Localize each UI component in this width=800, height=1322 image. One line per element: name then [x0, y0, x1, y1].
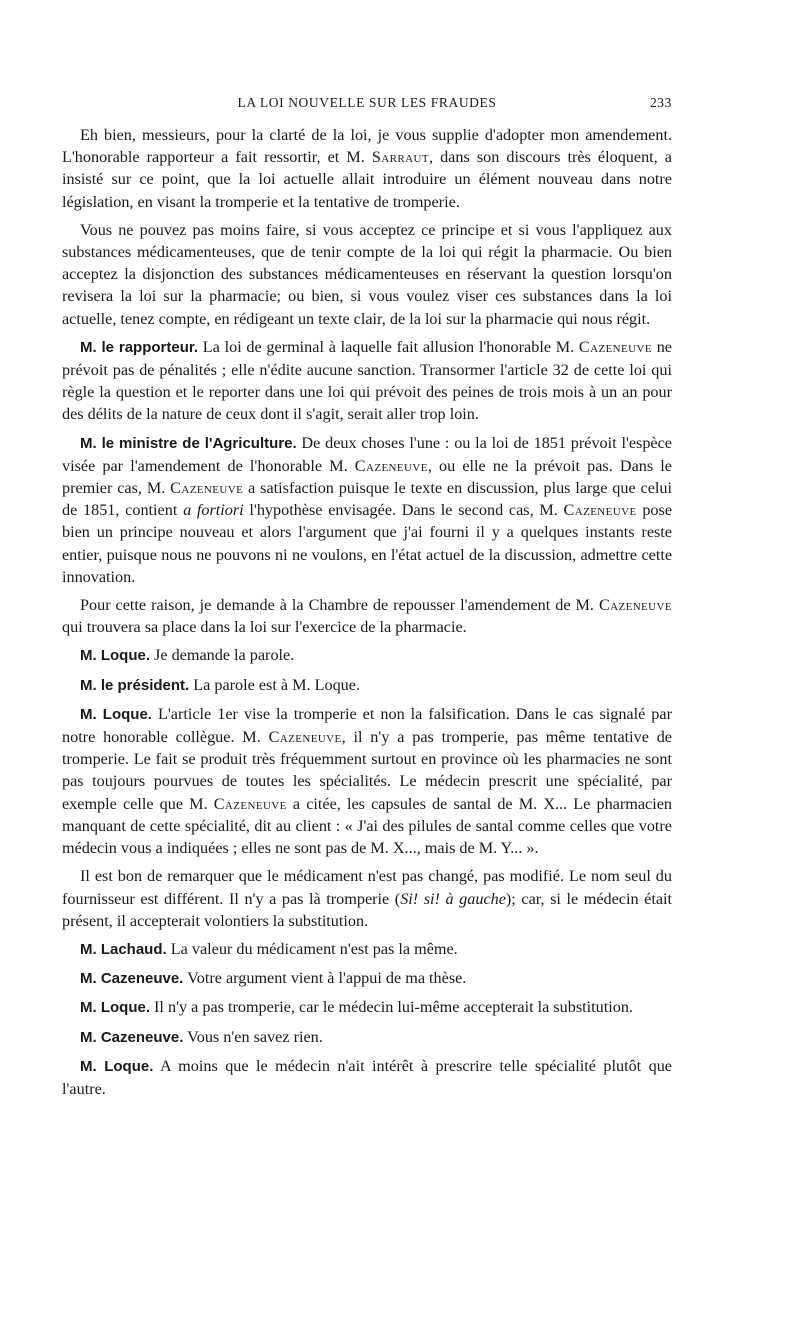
- speaker-name: M. le président.: [80, 676, 190, 694]
- person-name: Cazeneuve: [578, 337, 652, 356]
- paragraph-text: ); car, si le médecin était présent, il accepterait volontiers la substitution.: [62, 889, 672, 930]
- paragraph-text: A moins que le médecin n'ait intérêt à prescrire telle spécialité plutôt que l'autre.: [62, 1056, 672, 1098]
- paragraph-text: La valeur du médicament n'est pas la même.: [166, 939, 458, 958]
- paragraph-text: l'hypothèse envisagée. Dans le second cas, M.: [243, 501, 564, 520]
- paragraph: [62, 1026, 672, 1049]
- page-number: 233: [649, 95, 672, 110]
- speaker-name: M. Loque.: [80, 999, 150, 1017]
- paragraph: [62, 865, 672, 932]
- paragraph-text: Il n'y a pas tromperie, car le médecin lui-même accepterait la substitution.: [150, 998, 633, 1017]
- paragraph-text: Votre argument vient à l'appui de ma thèse.: [183, 969, 467, 988]
- paragraph-text: , ou elle ne la prévoit pas. Dans le premier cas, M.: [62, 456, 672, 498]
- paragraph-text: L'article 1er vise la tromperie et non la falsification. Dans le cas signalé par notre honorable collègue. M.: [62, 704, 672, 747]
- speaker-name: M. Cazeneuve.: [80, 970, 184, 988]
- person-name: Cazeneuve: [268, 728, 342, 747]
- paragraph-text: qui trouvera sa place dans la loi sur l'exercice de la pharmacie.: [62, 618, 467, 637]
- paragraph-text: Vous n'en savez rien.: [183, 1027, 323, 1046]
- running-title: LA LOI NOUVELLE SUR LES FRAUDES: [237, 95, 497, 110]
- paragraph: [62, 703, 672, 859]
- paragraph: [62, 432, 672, 588]
- paragraph-text: Vous ne pouvez pas moins faire, si vous acceptez ce principe et si vous l'appliquez aux substances médicamenteuses, que de tenir compte de la loi qui régit la pharmacie. Ou bien acceptez la disjonction des substances médicamenteuses en réservant la question lorsqu'on revisera la loi sur la pharmacie; ou bien, si vous voulez viser ces substances dans la loi actuelle, tenez compte, en rédigeant un texte clair, de la loi sur la pharmacie qui nous régit.: [62, 220, 672, 328]
- paragraph-text: , il n'y a pas tromperie, pas même tentative de tromperie. Le fait se produit très fréquemment surtout en province où les pharmacies ne sont pas toujours pourvues de toutes les spécialités. Le médecin prescrit une spécialité, par exemple celle que M.: [62, 728, 672, 813]
- person-name: Cazeneuve: [213, 794, 287, 813]
- speaker-name: M. Loque.: [80, 647, 150, 665]
- paragraph-text: a satisfaction puisque le texte en discussion, plus large que celui de 1851, contient: [62, 479, 672, 520]
- speaker-name: M. Cazeneuve.: [80, 1028, 184, 1046]
- paragraph-text: Je demande la parole.: [150, 646, 295, 665]
- person-name: Cazeneuve: [563, 501, 637, 520]
- speaker-name: M. Loque.: [80, 1057, 154, 1075]
- person-name: Cazeneuve: [598, 596, 672, 615]
- italic-text: a fortiori: [183, 501, 244, 520]
- paragraph-text: La loi de germinal à laquelle fait allusion l'honorable M.: [198, 337, 579, 356]
- paragraph-text: Eh bien, messieurs, pour la clarté de la loi, je vous supplie d'adopter mon amendement. L'honorable rapporteur a fait ressortir, et M.: [62, 126, 672, 167]
- person-name: Sarraut: [371, 148, 429, 167]
- page: [62, 92, 672, 1106]
- paragraph: [62, 1055, 672, 1100]
- speaker-name: M. le rapporteur.: [80, 338, 199, 356]
- paragraph-text: De deux choses l'une : ou la loi de 1851 prévoit l'espèce visée par l'amendement de l'honorable M.: [62, 433, 672, 475]
- paragraph-text: Il est bon de remarquer que le médicament n'est pas changé, pas modifié. Le nom seul du fournisseur est différent. Il n'y a pas là tromperie (: [62, 867, 672, 908]
- speaker-name: M. le ministre de l'Agriculture.: [80, 434, 297, 452]
- paragraph-text: Pour cette raison, je demande à la Chambre de repousser l'amendement de M.: [80, 596, 599, 615]
- paragraph-text: pose bien un principe nouveau et alors l'argument que j'ai fourni il y a quelques instants reste entier, puisque nous ne pouvons ni ne voulons, en l'état actuel de la discussion, admettre cette innovation.: [62, 501, 673, 586]
- paragraph: [62, 336, 672, 426]
- paragraph: [62, 219, 672, 330]
- paragraph: [62, 124, 672, 213]
- paragraph: [62, 938, 672, 961]
- person-name: Cazeneuve: [354, 456, 428, 475]
- paragraph: [62, 674, 672, 697]
- speaker-name: M. Lachaud.: [80, 940, 167, 958]
- paragraph-text: La parole est à M. Loque.: [189, 675, 361, 694]
- paragraph-text: ne prévoit pas de pénalités ; elle n'édite aucune sanction. Transormer l'article 32 de cette loi qui règle la question et le reporter dans une loi qui prévoit des peines de trois mois à un an pour des délits de la nature de ceux dont il s'agit, serait aller trop loin.: [62, 337, 672, 424]
- paragraph: [62, 996, 672, 1019]
- paragraph: [62, 644, 672, 667]
- person-name: Cazeneuve: [170, 479, 244, 498]
- italic-text: Si! si! à gauche: [400, 889, 506, 908]
- body-text: [62, 124, 672, 1100]
- running-header: [62, 92, 672, 110]
- speaker-name: M. Loque.: [80, 705, 152, 723]
- paragraph-text: a citée, les capsules de santal de M. X... Le pharmacien manquant de cette spécialité, dit au client : « J'ai des pilules de santal comme celles que votre médecin vous a indiquées ; elles ne sont pas de M. X..., mais de M. Y... ».: [62, 794, 672, 858]
- paragraph: [62, 594, 672, 638]
- paragraph-text: , dans son discours très éloquent, a insisté sur ce point, que la loi actuelle allait introduire un élément nouveau dans notre législation, en visant la tromperie et la tentative de tromperie.: [62, 148, 672, 211]
- paragraph: [62, 967, 672, 990]
